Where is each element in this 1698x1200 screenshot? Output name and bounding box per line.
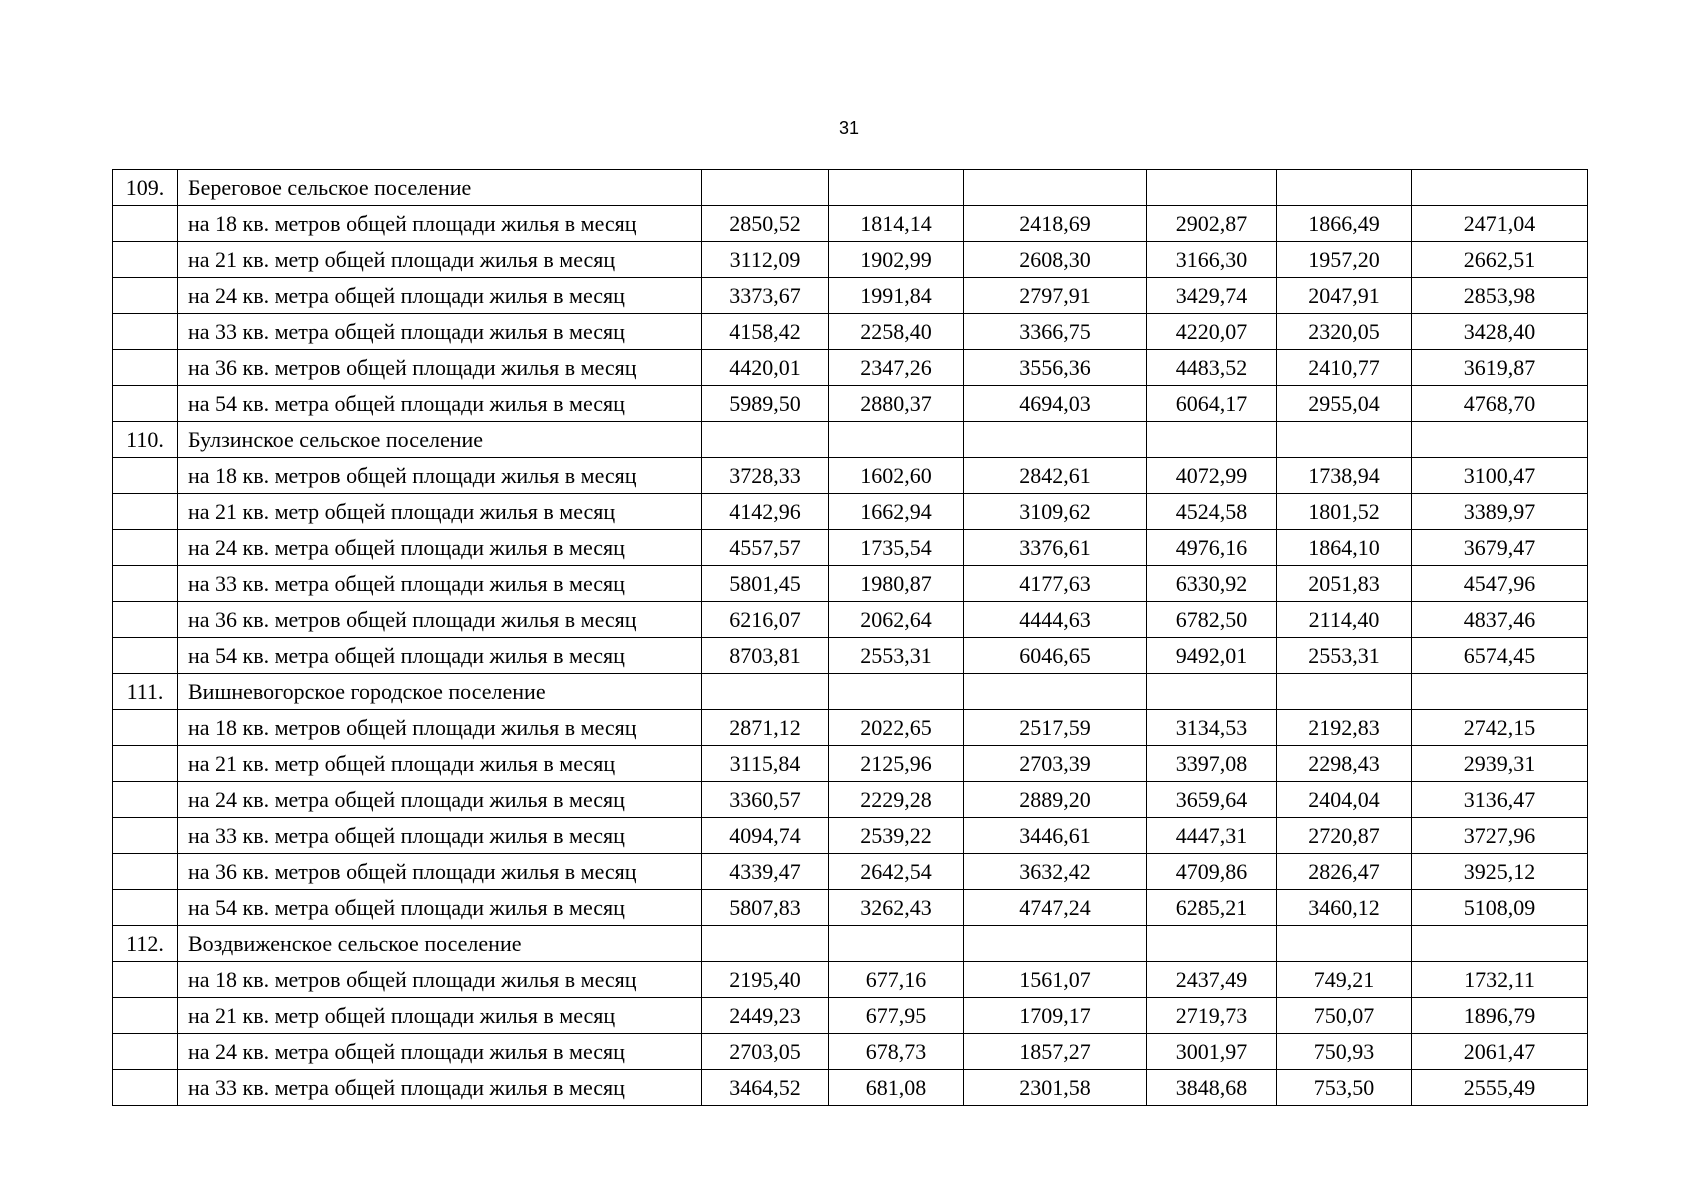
- empty-cell: [964, 926, 1147, 962]
- value-cell: 9492,01: [1147, 638, 1277, 674]
- value-cell: 2720,87: [1277, 818, 1412, 854]
- value-cell: 6064,17: [1147, 386, 1277, 422]
- value-cell: 4694,03: [964, 386, 1147, 422]
- value-cell: 5807,83: [702, 890, 829, 926]
- value-cell: 1980,87: [829, 566, 964, 602]
- value-cell: 678,73: [829, 1034, 964, 1070]
- value-cell: 6330,92: [1147, 566, 1277, 602]
- value-cell: 2889,20: [964, 782, 1147, 818]
- value-cell: 2022,65: [829, 710, 964, 746]
- empty-number-cell: [113, 962, 178, 998]
- empty-number-cell: [113, 638, 178, 674]
- value-cell: 2047,91: [1277, 278, 1412, 314]
- empty-cell: [1147, 170, 1277, 206]
- empty-cell: [964, 422, 1147, 458]
- table-row: [113, 638, 1588, 674]
- value-cell: 4220,07: [1147, 314, 1277, 350]
- row-label: на 18 кв. метров общей площади жилья в месяц: [178, 458, 702, 494]
- value-cell: 1866,49: [1277, 206, 1412, 242]
- table-row: [113, 386, 1588, 422]
- value-cell: 2880,37: [829, 386, 964, 422]
- value-cell: 1662,94: [829, 494, 964, 530]
- value-cell: 4444,63: [964, 602, 1147, 638]
- value-cell: 4557,57: [702, 530, 829, 566]
- value-cell: 2719,73: [1147, 998, 1277, 1034]
- section-header-row: [113, 170, 1588, 206]
- section-title: Вишневогорское городское поселение: [178, 674, 702, 710]
- table-row: [113, 962, 1588, 998]
- value-cell: 2062,64: [829, 602, 964, 638]
- empty-number-cell: [113, 458, 178, 494]
- value-cell: 3446,61: [964, 818, 1147, 854]
- value-cell: 677,95: [829, 998, 964, 1034]
- value-cell: 2703,39: [964, 746, 1147, 782]
- empty-cell: [829, 170, 964, 206]
- value-cell: 1896,79: [1412, 998, 1588, 1034]
- value-cell: 750,07: [1277, 998, 1412, 1034]
- table-row: [113, 998, 1588, 1034]
- row-label: на 54 кв. метра общей площади жилья в месяц: [178, 386, 702, 422]
- value-cell: 5108,09: [1412, 890, 1588, 926]
- value-cell: 3373,67: [702, 278, 829, 314]
- value-cell: 3136,47: [1412, 782, 1588, 818]
- value-cell: 2553,31: [829, 638, 964, 674]
- empty-number-cell: [113, 746, 178, 782]
- table-row: [113, 566, 1588, 602]
- value-cell: 2553,31: [1277, 638, 1412, 674]
- value-cell: 3556,36: [964, 350, 1147, 386]
- value-cell: 3464,52: [702, 1070, 829, 1106]
- table-row: [113, 458, 1588, 494]
- table-row: [113, 494, 1588, 530]
- value-cell: 3659,64: [1147, 782, 1277, 818]
- row-label: на 54 кв. метра общей площади жилья в месяц: [178, 638, 702, 674]
- row-label: на 21 кв. метр общей площади жилья в месяц: [178, 494, 702, 530]
- table-row: [113, 746, 1588, 782]
- table-row: [113, 818, 1588, 854]
- row-label: на 33 кв. метра общей площади жилья в месяц: [178, 314, 702, 350]
- empty-number-cell: [113, 566, 178, 602]
- value-cell: 2703,05: [702, 1034, 829, 1070]
- value-cell: 2742,15: [1412, 710, 1588, 746]
- value-cell: 4094,74: [702, 818, 829, 854]
- value-cell: 6046,65: [964, 638, 1147, 674]
- section-number: 112.: [113, 926, 178, 962]
- empty-cell: [1412, 170, 1588, 206]
- value-cell: 3376,61: [964, 530, 1147, 566]
- empty-cell: [1277, 170, 1412, 206]
- row-label: на 24 кв. метра общей площади жилья в месяц: [178, 278, 702, 314]
- value-cell: 1602,60: [829, 458, 964, 494]
- section-title: Береговое сельское поселение: [178, 170, 702, 206]
- empty-number-cell: [113, 530, 178, 566]
- value-cell: 2939,31: [1412, 746, 1588, 782]
- section-header-row: [113, 926, 1588, 962]
- value-cell: 1814,14: [829, 206, 964, 242]
- table-row: [113, 602, 1588, 638]
- value-cell: 5801,45: [702, 566, 829, 602]
- table-row: [113, 854, 1588, 890]
- value-cell: 2850,52: [702, 206, 829, 242]
- value-cell: 2114,40: [1277, 602, 1412, 638]
- table-row: [113, 1070, 1588, 1106]
- table-row: [113, 890, 1588, 926]
- value-cell: 3632,42: [964, 854, 1147, 890]
- row-label: на 33 кв. метра общей площади жилья в месяц: [178, 818, 702, 854]
- value-cell: 2449,23: [702, 998, 829, 1034]
- value-cell: 4447,31: [1147, 818, 1277, 854]
- value-cell: 2195,40: [702, 962, 829, 998]
- value-cell: 3428,40: [1412, 314, 1588, 350]
- value-cell: 6285,21: [1147, 890, 1277, 926]
- value-cell: 2258,40: [829, 314, 964, 350]
- value-cell: 6216,07: [702, 602, 829, 638]
- empty-number-cell: [113, 602, 178, 638]
- value-cell: 1709,17: [964, 998, 1147, 1034]
- value-cell: 3397,08: [1147, 746, 1277, 782]
- value-cell: 3001,97: [1147, 1034, 1277, 1070]
- row-label: на 36 кв. метров общей площади жилья в месяц: [178, 854, 702, 890]
- empty-number-cell: [113, 890, 178, 926]
- value-cell: 6782,50: [1147, 602, 1277, 638]
- value-cell: 2797,91: [964, 278, 1147, 314]
- value-cell: 2662,51: [1412, 242, 1588, 278]
- row-label: на 33 кв. метра общей площади жилья в месяц: [178, 566, 702, 602]
- value-cell: 3115,84: [702, 746, 829, 782]
- empty-cell: [964, 674, 1147, 710]
- value-cell: 4420,01: [702, 350, 829, 386]
- value-cell: 1857,27: [964, 1034, 1147, 1070]
- empty-number-cell: [113, 386, 178, 422]
- empty-number-cell: [113, 278, 178, 314]
- value-cell: 3366,75: [964, 314, 1147, 350]
- empty-cell: [1412, 422, 1588, 458]
- empty-cell: [829, 422, 964, 458]
- row-label: на 24 кв. метра общей площади жилья в месяц: [178, 782, 702, 818]
- value-cell: 2347,26: [829, 350, 964, 386]
- value-cell: 4709,86: [1147, 854, 1277, 890]
- value-cell: 4547,96: [1412, 566, 1588, 602]
- empty-cell: [1147, 926, 1277, 962]
- section-title: Воздвиженское сельское поселение: [178, 926, 702, 962]
- value-cell: 2125,96: [829, 746, 964, 782]
- table-row: [113, 242, 1588, 278]
- row-label: на 24 кв. метра общей площади жилья в месяц: [178, 530, 702, 566]
- section-number: 109.: [113, 170, 178, 206]
- value-cell: 4747,24: [964, 890, 1147, 926]
- empty-cell: [702, 674, 829, 710]
- value-cell: 3727,96: [1412, 818, 1588, 854]
- value-cell: 753,50: [1277, 1070, 1412, 1106]
- row-label: на 18 кв. метров общей площади жилья в месяц: [178, 206, 702, 242]
- value-cell: 1902,99: [829, 242, 964, 278]
- empty-number-cell: [113, 818, 178, 854]
- value-cell: 2418,69: [964, 206, 1147, 242]
- value-cell: 4158,42: [702, 314, 829, 350]
- value-cell: 3728,33: [702, 458, 829, 494]
- row-label: на 21 кв. метр общей площади жилья в месяц: [178, 998, 702, 1034]
- value-cell: 1801,52: [1277, 494, 1412, 530]
- empty-cell: [702, 926, 829, 962]
- value-cell: 2902,87: [1147, 206, 1277, 242]
- section-header-row: [113, 674, 1588, 710]
- page-number: 31: [838, 118, 860, 138]
- value-cell: 2229,28: [829, 782, 964, 818]
- empty-number-cell: [113, 710, 178, 746]
- value-cell: 2061,47: [1412, 1034, 1588, 1070]
- value-cell: 3848,68: [1147, 1070, 1277, 1106]
- row-label: на 24 кв. метра общей площади жилья в месяц: [178, 1034, 702, 1070]
- table-row: [113, 206, 1588, 242]
- row-label: на 54 кв. метра общей площади жилья в месяц: [178, 890, 702, 926]
- tariff-table-body: [113, 170, 1588, 1106]
- row-label: на 21 кв. метр общей площади жилья в месяц: [178, 242, 702, 278]
- value-cell: 2608,30: [964, 242, 1147, 278]
- value-cell: 4142,96: [702, 494, 829, 530]
- value-cell: 750,93: [1277, 1034, 1412, 1070]
- value-cell: 2826,47: [1277, 854, 1412, 890]
- empty-number-cell: [113, 1034, 178, 1070]
- value-cell: 3619,87: [1412, 350, 1588, 386]
- empty-cell: [1147, 422, 1277, 458]
- value-cell: 749,21: [1277, 962, 1412, 998]
- value-cell: 3389,97: [1412, 494, 1588, 530]
- value-cell: 5989,50: [702, 386, 829, 422]
- table-row: [113, 530, 1588, 566]
- value-cell: 1735,54: [829, 530, 964, 566]
- value-cell: 2539,22: [829, 818, 964, 854]
- empty-cell: [1412, 926, 1588, 962]
- value-cell: 2853,98: [1412, 278, 1588, 314]
- value-cell: 3112,09: [702, 242, 829, 278]
- empty-number-cell: [113, 494, 178, 530]
- section-number: 111.: [113, 674, 178, 710]
- value-cell: 2517,59: [964, 710, 1147, 746]
- value-cell: 2404,04: [1277, 782, 1412, 818]
- value-cell: 681,08: [829, 1070, 964, 1106]
- empty-number-cell: [113, 998, 178, 1034]
- row-label: на 21 кв. метр общей площади жилья в месяц: [178, 746, 702, 782]
- section-number: 110.: [113, 422, 178, 458]
- empty-cell: [1277, 926, 1412, 962]
- empty-cell: [964, 170, 1147, 206]
- value-cell: 1561,07: [964, 962, 1147, 998]
- row-label: на 33 кв. метра общей площади жилья в месяц: [178, 1070, 702, 1106]
- empty-number-cell: [113, 350, 178, 386]
- empty-number-cell: [113, 206, 178, 242]
- table-row: [113, 782, 1588, 818]
- table-row: [113, 278, 1588, 314]
- value-cell: 2642,54: [829, 854, 964, 890]
- value-cell: 3679,47: [1412, 530, 1588, 566]
- row-label: на 18 кв. метров общей площади жилья в месяц: [178, 962, 702, 998]
- value-cell: 4768,70: [1412, 386, 1588, 422]
- empty-number-cell: [113, 1070, 178, 1106]
- empty-cell: [829, 926, 964, 962]
- value-cell: 4524,58: [1147, 494, 1277, 530]
- row-label: на 36 кв. метров общей площади жилья в месяц: [178, 602, 702, 638]
- value-cell: 3166,30: [1147, 242, 1277, 278]
- empty-number-cell: [113, 314, 178, 350]
- value-cell: 6574,45: [1412, 638, 1588, 674]
- row-label: на 36 кв. метров общей площади жилья в месяц: [178, 350, 702, 386]
- empty-cell: [1412, 674, 1588, 710]
- section-title: Булзинское сельское поселение: [178, 422, 702, 458]
- table-row: [113, 314, 1588, 350]
- value-cell: 1957,20: [1277, 242, 1412, 278]
- empty-cell: [702, 422, 829, 458]
- empty-number-cell: [113, 242, 178, 278]
- table-row: [113, 350, 1588, 386]
- row-label: на 18 кв. метров общей площади жилья в месяц: [178, 710, 702, 746]
- value-cell: 2320,05: [1277, 314, 1412, 350]
- value-cell: 1991,84: [829, 278, 964, 314]
- empty-cell: [702, 170, 829, 206]
- value-cell: 3925,12: [1412, 854, 1588, 890]
- empty-cell: [829, 674, 964, 710]
- table-row: [113, 710, 1588, 746]
- value-cell: 4177,63: [964, 566, 1147, 602]
- value-cell: 4837,46: [1412, 602, 1588, 638]
- value-cell: 2842,61: [964, 458, 1147, 494]
- value-cell: 677,16: [829, 962, 964, 998]
- value-cell: 1732,11: [1412, 962, 1588, 998]
- value-cell: 4072,99: [1147, 458, 1277, 494]
- value-cell: 2298,43: [1277, 746, 1412, 782]
- empty-cell: [1277, 674, 1412, 710]
- value-cell: 2051,83: [1277, 566, 1412, 602]
- section-header-row: [113, 422, 1588, 458]
- value-cell: 3262,43: [829, 890, 964, 926]
- value-cell: 3460,12: [1277, 890, 1412, 926]
- value-cell: 4339,47: [702, 854, 829, 890]
- value-cell: 3100,47: [1412, 458, 1588, 494]
- value-cell: 2871,12: [702, 710, 829, 746]
- empty-cell: [1147, 674, 1277, 710]
- value-cell: 2301,58: [964, 1070, 1147, 1106]
- value-cell: 3360,57: [702, 782, 829, 818]
- value-cell: 2955,04: [1277, 386, 1412, 422]
- tariff-table: [112, 169, 1588, 1106]
- empty-cell: [1277, 422, 1412, 458]
- value-cell: 3134,53: [1147, 710, 1277, 746]
- value-cell: 4976,16: [1147, 530, 1277, 566]
- empty-number-cell: [113, 782, 178, 818]
- value-cell: 3109,62: [964, 494, 1147, 530]
- value-cell: 2555,49: [1412, 1070, 1588, 1106]
- value-cell: 1738,94: [1277, 458, 1412, 494]
- value-cell: 1864,10: [1277, 530, 1412, 566]
- value-cell: 8703,81: [702, 638, 829, 674]
- value-cell: 3429,74: [1147, 278, 1277, 314]
- value-cell: 2471,04: [1412, 206, 1588, 242]
- value-cell: 4483,52: [1147, 350, 1277, 386]
- empty-number-cell: [113, 854, 178, 890]
- value-cell: 2410,77: [1277, 350, 1412, 386]
- value-cell: 2192,83: [1277, 710, 1412, 746]
- value-cell: 2437,49: [1147, 962, 1277, 998]
- table-row: [113, 1034, 1588, 1070]
